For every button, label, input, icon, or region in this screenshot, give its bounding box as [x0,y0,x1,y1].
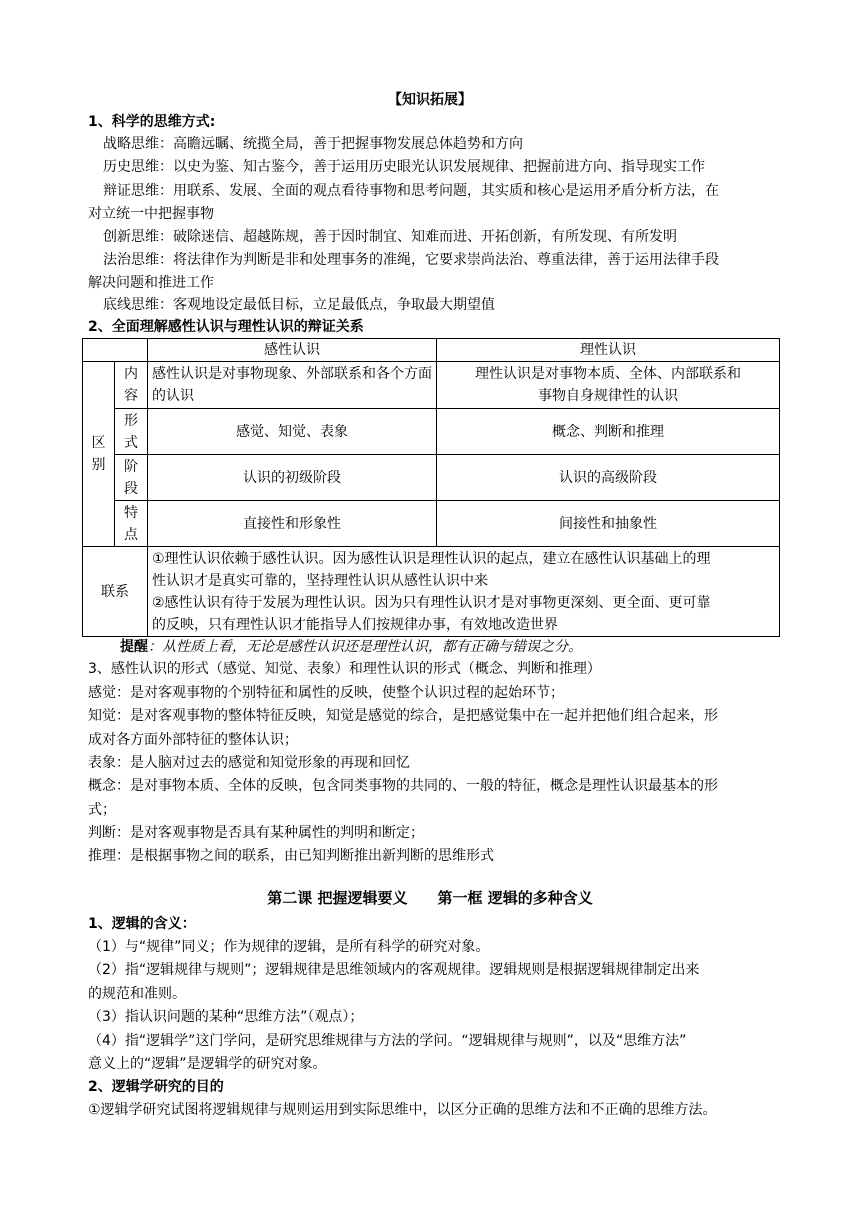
dialectical-thinking-line-cont: 对立统一中把握事物 [88,206,214,222]
cell-feature-perceptual: 直接性和形象性 [148,501,437,547]
table-row-link [83,547,780,637]
rule-of-law-thinking-line-cont: 解决问题和推进工作 [88,275,214,291]
table-row-feature [83,501,780,547]
judgment-line: 判断：是对客观事物是否具有某种属性的判明和断定； [88,825,424,841]
section-3-heading: 3、感性认识的形式（感觉、知觉、表象）和理性认识的形式（概念、判断和推理） [88,661,601,677]
reminder-note [120,636,582,658]
row-label-form: 形 式 [115,409,148,455]
table-row-stage [83,455,780,501]
row-label-content: 内 容 [115,362,148,409]
concept-line: 概念：是对事物本质、全体的反映，包含同类事物的共同的、一般的特征，概念是理性认识最基本的形 [88,778,718,794]
dialectical-thinking-line: 辩证思维：用联系、发展、全面的观点看待事物和思考问题，其实质和核心是运用矛盾分析方法，在 [103,183,719,199]
table-header-row [83,339,780,362]
reminder-text: ：从性质上看，无论是感性认识还是理性认识，都有正确与错误之分。 [148,639,582,655]
historical-thinking-line: 历史思维：以史为鉴、知古鉴今，善于运用历史眼光认识发展规律、把握前进方向、指导现实工作 [103,159,705,175]
cell-content-perceptual: 感性认识是对事物现象、外部联系和各个方面 的认识 [148,362,437,409]
link-label: 联系 [83,547,148,637]
rule-of-law-thinking-line: 法治思维：将法律作为判断是非和处理事务的准绳，它要求崇尚法治、尊重法律，善于运用法律手段 [103,252,719,268]
logic-purpose-1: ①逻辑学研究试图将逻辑规律与规则运用到实际思维中，以区分正确的思维方法和不正确的思维方法。 [88,1102,717,1118]
inference-line: 推理：是根据事物之间的联系，由已知判断推出新判断的思维形式 [88,848,494,864]
row-label-feature: 特 点 [115,501,148,547]
section-4-heading: 1、逻辑的含义： [88,916,196,932]
section-5-heading: 2、逻辑学研究的目的 [88,1079,224,1095]
logic-meaning-2: （2）指“逻辑规律与规则”；逻辑规律是思维领域内的客观规律。逻辑规则是根据逻辑规律制定出来 [88,962,700,978]
cell-content-rational: 理性认识是对事物本质、全体、内部联系和 事物自身规律性的认识 [437,362,780,409]
section-2-heading: 2、全面理解感性认识与理性认识的辩证关系 [88,319,364,335]
logic-meaning-4: （4）指“逻辑学”这门学问，是研究思维规律与方法的学问。“逻辑规律与规则”，以及“思维方法” [88,1033,687,1049]
section-1-heading: 1、科学的思维方式: [88,114,216,130]
row-label-stage: 阶 段 [115,455,148,501]
strategic-thinking-line: 战略思维：高瞻远瞩、统揽全局，善于把握事物发展总体趋势和方向 [103,136,523,152]
section-title: 【知识拓展】 [388,92,472,108]
logic-meaning-3: （3）指认识问题的某种“思维方法”（观点）； [88,1009,364,1025]
perception-line-cont: 成对各方面外部特征的整体认识； [88,732,298,748]
cell-stage-rational: 认识的高级阶段 [437,455,780,501]
cell-stage-perceptual: 认识的初级阶段 [148,455,437,501]
representation-line: 表象：是人脑对过去的感觉和知觉形象的再现和回忆 [88,755,410,771]
bottom-line-thinking-line: 底线思维：客观地设定最低目标，立足最低点，争取最大期望值 [103,297,495,313]
difference-label: 区 别 [83,362,115,547]
cell-feature-rational: 间接性和抽象性 [437,501,780,547]
sensation-line: 感觉：是对客观事物的个别特征和属性的反映，使整个认识过程的起始环节； [88,685,564,701]
header-rational: 理性认识 [437,339,780,362]
comparison-table [82,338,780,637]
table-row-content [83,362,780,409]
innovative-thinking-line: 创新思维：破除迷信、超越陈规，善于因时制宜、知难而进、开拓创新，有所发现、有所发明 [103,229,677,245]
concept-line-cont: 式； [88,802,116,818]
reminder-label: 提醒 [120,639,148,655]
logic-meaning-4-cont: 意义上的“逻辑”是逻辑学的研究对象。 [88,1056,327,1072]
cell-link-text: ①理性认识依赖于感性认识。因为感性认识是理性认识的起点，建立在感性认识基础上的理 性认识才是真实可靠的，坚持理性认识从感性认识中来 ②感性认识有待于发展为理性认识。因为只有理性认识才是对事物更深刻、更全面、更可靠 的反映，只有理性认识才能指导人们按规律办事，有效地改造世界 [148,547,780,637]
perception-line: 知觉：是对客观事物的整体特征反映，知觉是感觉的综合，是把感觉集中在一起并把他们组合起来，形 [88,708,718,724]
logic-meaning-1: （1）与“规律”同义；作为规律的逻辑，是所有科学的研究对象。 [88,939,490,955]
header-perceptual: 感性认识 [148,339,437,362]
cell-form-perceptual: 感觉、知觉、表象 [148,409,437,455]
table-row-form [83,409,780,455]
logic-meaning-2-cont: 的规范和准则。 [88,986,186,1002]
lesson-title: 第二课 把握逻辑要义 第一框 逻辑的多种含义 [267,889,593,907]
cell-form-rational: 概念、判断和推理 [437,409,780,455]
